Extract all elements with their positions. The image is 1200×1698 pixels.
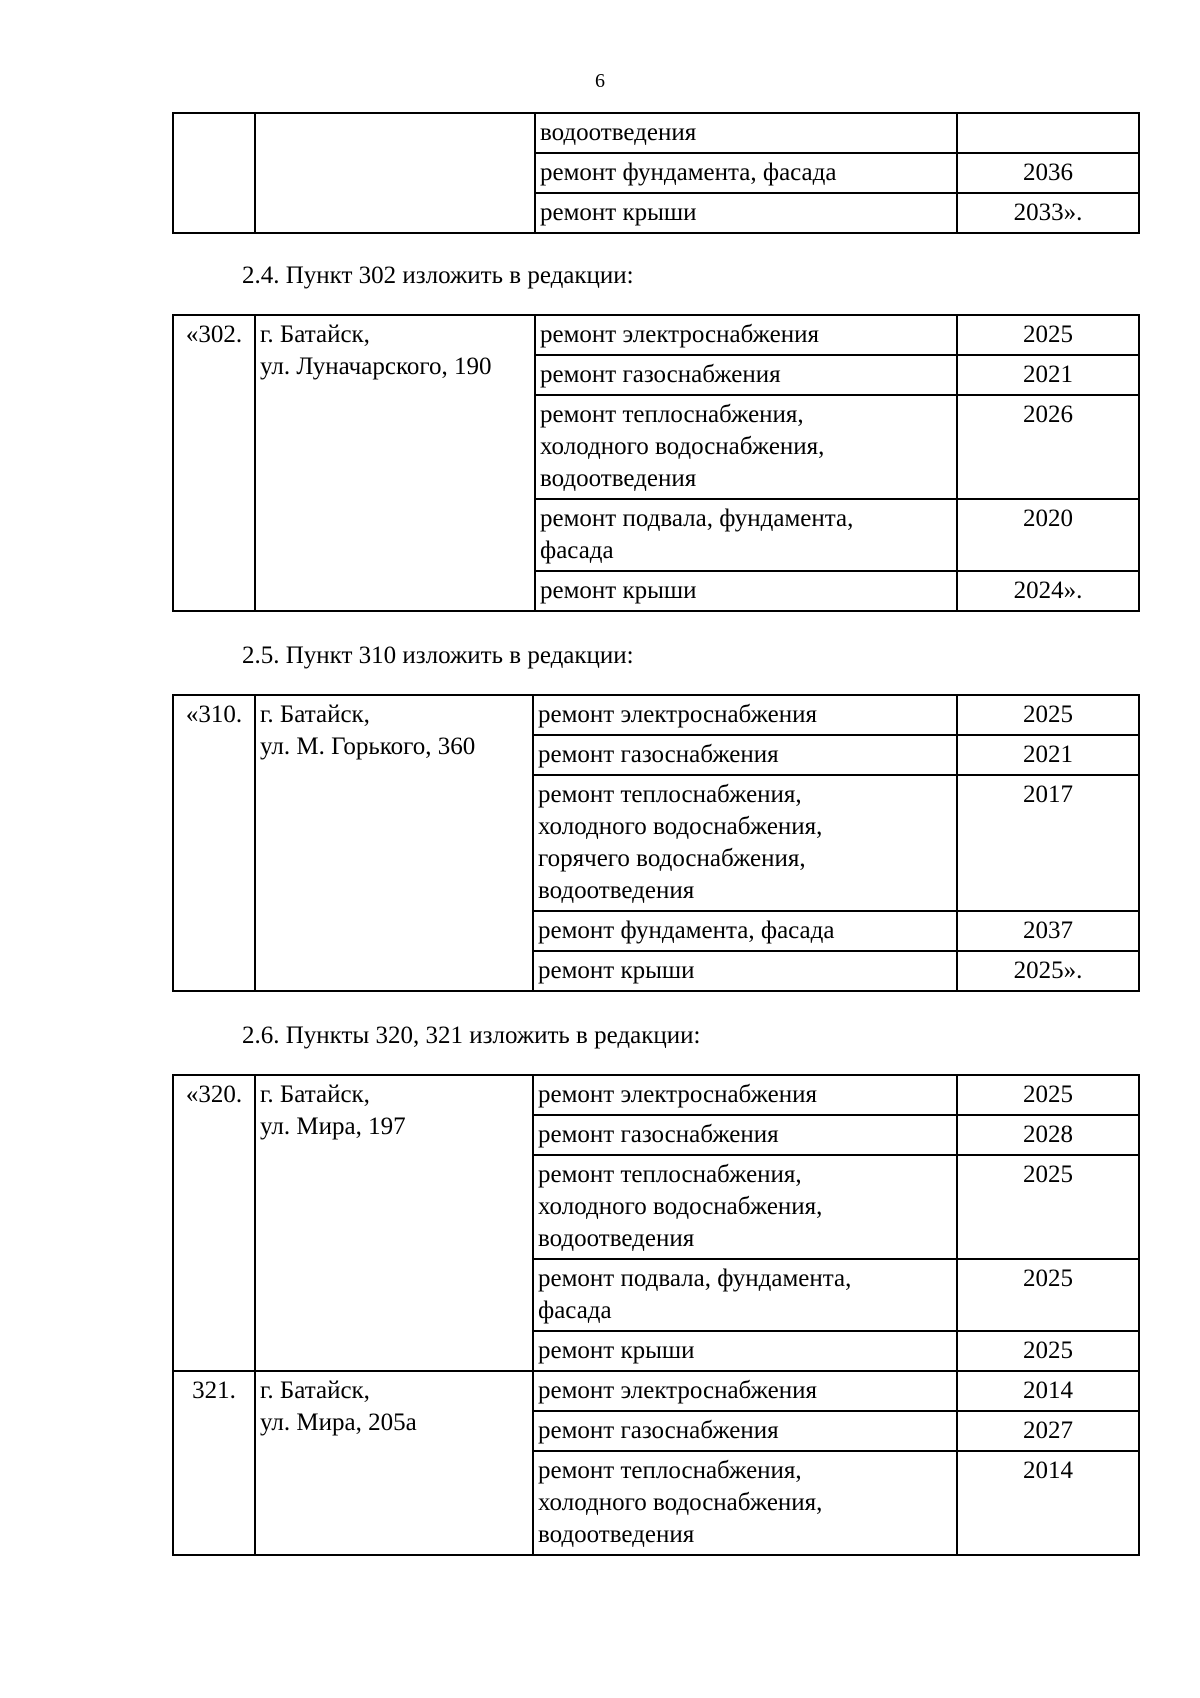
year-cell: 2025 — [957, 1075, 1139, 1115]
item-number-cell: «320. — [173, 1075, 255, 1371]
work-cell: ремонт фундамента, фасада — [533, 911, 957, 951]
address-cell: г. Батайск, ул. М. Горького, 360 — [255, 695, 533, 991]
work-cell: ремонт теплоснабжения, холодного водоснабжения, горячего водоснабжения, водоотведения — [533, 775, 957, 911]
address-cell — [255, 113, 535, 233]
table-row — [173, 1075, 1139, 1115]
year-cell: 2036 — [957, 153, 1139, 193]
work-cell: ремонт газоснабжения — [533, 1115, 957, 1155]
work-cell: ремонт фундамента, фасада — [535, 153, 957, 193]
work-cell: водоотведения — [535, 113, 957, 153]
work-cell: ремонт электроснабжения — [533, 1371, 957, 1411]
item-number-cell: «310. — [173, 695, 255, 991]
table-row — [173, 695, 1139, 735]
year-cell: 2021 — [957, 355, 1139, 395]
year-cell: 2020 — [957, 499, 1139, 571]
year-cell: 2033». — [957, 193, 1139, 233]
work-cell: ремонт крыши — [533, 951, 957, 991]
work-cell: ремонт электроснабжения — [533, 1075, 957, 1115]
work-cell: ремонт подвала, фундамента, фасада — [533, 1259, 957, 1331]
work-cell: ремонт теплоснабжения, холодного водоснабжения, водоотведения — [533, 1155, 957, 1259]
work-cell: ремонт электроснабжения — [535, 315, 957, 355]
year-cell: 2024». — [957, 571, 1139, 611]
work-cell: ремонт газоснабжения — [535, 355, 957, 395]
continuation-table — [172, 112, 1140, 234]
year-cell: 2037 — [957, 911, 1139, 951]
address-cell: г. Батайск, ул. Мира, 197 — [255, 1075, 533, 1371]
work-cell: ремонт газоснабжения — [533, 1411, 957, 1451]
item-number-cell: 321. — [173, 1371, 255, 1555]
work-cell: ремонт газоснабжения — [533, 735, 957, 775]
year-cell: 2021 — [957, 735, 1139, 775]
address-cell: г. Батайск, ул. Мира, 205а — [255, 1371, 533, 1555]
section-heading: 2.6. Пункты 320, 321 изложить в редакции: — [242, 1022, 701, 1049]
year-cell: 2017 — [957, 775, 1139, 911]
work-cell: ремонт крыши — [535, 571, 957, 611]
work-cell: ремонт теплоснабжения, холодного водоснабжения, водоотведения — [533, 1451, 957, 1555]
section-heading: 2.4. Пункт 302 изложить в редакции: — [242, 262, 634, 289]
year-cell: 2027 — [957, 1411, 1139, 1451]
work-cell: ремонт теплоснабжения, холодного водоснабжения, водоотведения — [535, 395, 957, 499]
year-cell: 2014 — [957, 1451, 1139, 1555]
year-cell: 2025 — [957, 695, 1139, 735]
item-number-cell: «302. — [173, 315, 255, 611]
address-cell: г. Батайск, ул. Луначарского, 190 — [255, 315, 535, 611]
year-cell: 2025». — [957, 951, 1139, 991]
table-row — [173, 113, 1139, 153]
section-table-320-321 — [172, 1074, 1140, 1556]
table-row — [173, 1371, 1139, 1411]
year-cell: 2026 — [957, 395, 1139, 499]
year-cell: 2025 — [957, 1155, 1139, 1259]
work-cell: ремонт подвала, фундамента, фасада — [535, 499, 957, 571]
work-cell: ремонт крыши — [533, 1331, 957, 1371]
year-cell: 2025 — [957, 1331, 1139, 1371]
year-cell: 2014 — [957, 1371, 1139, 1411]
item-number-cell — [173, 113, 255, 233]
page-number: 6 — [595, 70, 605, 92]
section-table-310 — [172, 694, 1140, 992]
year-cell: 2025 — [957, 1259, 1139, 1331]
year-cell: 2025 — [957, 315, 1139, 355]
year-cell — [957, 113, 1139, 153]
section-heading: 2.5. Пункт 310 изложить в редакции: — [242, 642, 634, 669]
work-cell: ремонт крыши — [535, 193, 957, 233]
section-table-302 — [172, 314, 1140, 612]
table-row — [173, 315, 1139, 355]
year-cell: 2028 — [957, 1115, 1139, 1155]
work-cell: ремонт электроснабжения — [533, 695, 957, 735]
